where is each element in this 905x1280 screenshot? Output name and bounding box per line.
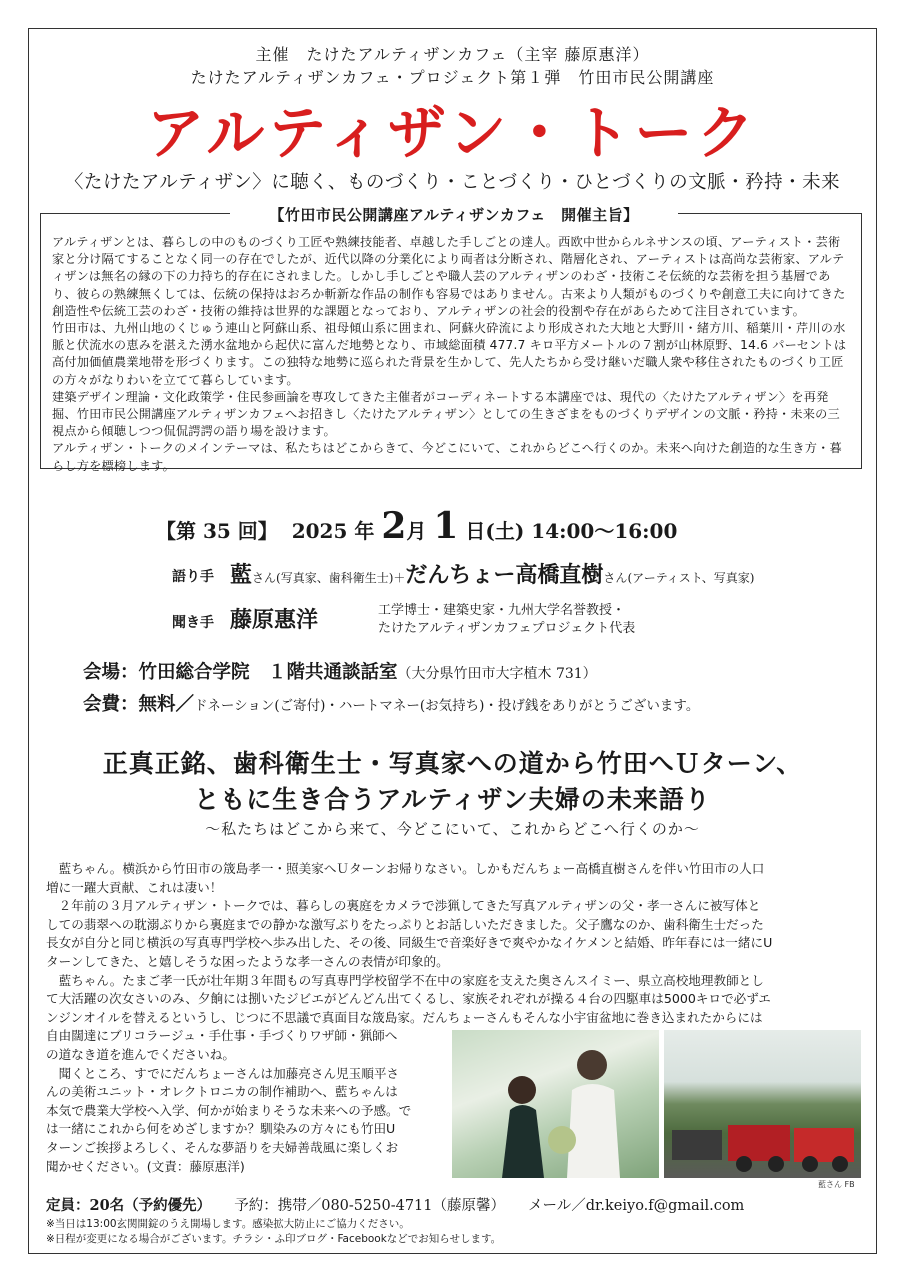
listener-role: 聞き手 — [172, 615, 214, 631]
speaker1-name: 藍 — [230, 562, 253, 588]
body-line: ンジンオイルを替えるというし、じつに不思議で真面目な筬島家。だんちょーさんもそんな小宇宙盆地に巻き込まれたからには — [46, 1009, 763, 1025]
body-line: 聞くところ、すでにだんちょーさんは加藤亮さん児玉順平さ — [58, 1065, 400, 1081]
speaker-role: 語り手 — [172, 569, 214, 585]
footer-contact — [46, 1194, 744, 1215]
body-line: て大活躍の次女さいのみ、夕餉には捌いたジビエがどんどん出てくるし、家族それぞれが操る４台の四駆車は5000キロで必ずエ — [46, 991, 771, 1007]
listener-desc-line2: たけたアルティザンカフェプロジェクト代表 — [378, 621, 636, 636]
speaker2-honor: さん — [603, 571, 628, 585]
couple-photo — [452, 1030, 659, 1178]
listener-desc-line1: 工学博士・建築史家・九州大学名誉教授・ — [378, 603, 626, 618]
article-headline-1: 正真正銘、歯科衛生士・写真家への道から竹田へＵターン、 — [102, 749, 803, 778]
speaker1-honor: さん — [252, 571, 277, 585]
email: メール／dr.keiyo.f@gmail.com — [528, 1198, 745, 1214]
reservation: 予約：携帯／080-5250-4711（藤原馨） — [234, 1198, 506, 1214]
photo-credit: 藍さん FB — [818, 1180, 855, 1189]
event-month-unit: 月 — [406, 519, 427, 543]
page-title: アルティザン・トーク — [146, 99, 759, 167]
event-date-line — [156, 505, 677, 547]
note-2: ※日程が変更になる場合がございます。チラシ・ふ印ブログ・Facebookなどでお知らせします。 — [46, 1233, 502, 1245]
article-tagline: 〜私たちはどこから来て、今どこにいて、これからどこへ行くのか〜 — [205, 820, 700, 838]
body-line: ターンご挨拶よろしく、そんな夢語りを夫婦善哉風に楽しくお — [46, 1139, 399, 1155]
body-line: しての翡翠への耽溺ぶりから裏庭までの静かな激写ぶりをたっぷりとお話しいただきました。父子鷹なのか、歯科衛生士だった — [46, 916, 764, 932]
fee-detail: ドネーション(ご寄付)・ハートマネー(お気持ち)・投げ銭をありがとうございます。 — [194, 698, 700, 714]
purpose-heading: 【竹田市民公開講座アルティザンカフェ 開催主旨】 — [230, 204, 678, 225]
listener-desc — [378, 602, 635, 638]
couple-photo-illustration — [452, 1030, 659, 1178]
fee-label: 会費：無料／ — [83, 694, 195, 715]
event-year: 2025 年 — [291, 519, 375, 543]
body-line: 藍ちゃん。たまご孝一氏が壮年期３年間もの写真専門学校留学不在中の家庭を支えた奥さんスイミー、県立高校地理教師とし — [58, 972, 764, 988]
purpose-paragraph: アルティザン・トークのメインテーマは、私たちはどこからきて、今どこにいて、これからどこへ行くのか。未来へ向けた創造的な生き方・暮らし方を標榜します。 — [52, 441, 842, 473]
event-time: 14:00〜16:00 — [531, 519, 678, 543]
purpose-paragraph: アルティザンとは、暮らしの中のものづくり工匠や熟練技能者、卓越した手しごとの達人。西欧中世からルネサンスの頃、アーティスト・芸術家と分け隔てすることなく同一の存在でしたが、近代以降の分業化により両者は分断され、階層化され、アーティストは高尚な芸術家、アルティザンは無名の縁の下の力持ち的存在にされました。しかし手しごとや職人芸のアルティザンのわざ・技術こそ伝統的な芸術を担う基層であり、彼らの熟練無くしては、伝統の保持はおろか斬新な作品の制作も容易ではありません。古来より人類がものづくりや創意工夫に向けてきた創造性や伝統工芸のわざ・技術の維持は世界的な課題となっており、アルティザンの社会的役割や存在があらためて注目されています。 — [52, 235, 846, 318]
host-line: 主催 たけたアルティザンカフェ（主宰 藤原惠洋） — [255, 45, 650, 64]
project-line: たけたアルティザンカフェ・プロジェクト第１弾 竹田市民公開講座 — [190, 68, 715, 87]
body-line: 藍ちゃん。横浜から竹田市の筬島孝一・照美家へＵターンお帰りなさい。しかもだんちょー高橋直樹さんを伴い竹田市の人口 — [58, 861, 765, 876]
venue-address: （大分県竹田市大字植木 731） — [397, 666, 597, 682]
body-line: ２年前の３月アルティザン・トークでは、暮らしの裏庭をカメラで渉猟してきた写真アルティザンの父・孝一さんに被写体と — [58, 898, 761, 914]
listener-name: 藤原惠洋 — [230, 607, 319, 633]
note-1: ※当日は13:00玄関開錠のうえ開場します。感染拡大防止にご協力ください。 — [46, 1218, 410, 1230]
body-line: 本気で農業大学校へ入学、何かが始まりそうな未来への予感。で — [46, 1102, 412, 1118]
body-line: の道なき道を進んでくださいね。 — [46, 1046, 235, 1062]
venue-label: 会場：竹田総合学院 １階共通談話室 — [83, 662, 398, 683]
venue — [83, 658, 597, 684]
purpose-paragraph: 建築デザイン理論・文化政策学・住民参画論を専攻してきた主催者がコーディネートする本講座では、現代の〈たけたアルティザン〉を再発掘、竹田市民公開講座アルティザンカフェへお招きし〈たけたアルティザン〉としての生きざまをものづくりデザインの文脈・矜持・未来の三視点から傾聴しつつ侃侃諤諤の語り場を設けます。 — [52, 389, 840, 439]
session-number: 【第 35 回】 — [156, 519, 278, 543]
body-line: ターンしてきた、と嬉しそうな困ったような孝一さんの表情が印象的。 — [46, 953, 449, 969]
event-weekday: (土) — [485, 519, 525, 543]
purpose-text — [52, 234, 852, 475]
purpose-paragraph: 竹田市は、九州山地のくじゅう連山と阿蘇山系、祖母傾山系に囲まれ、阿蘇火砕流により形成された大地と大野川・緒方川、稲葉川・芹川の水脈と伏流水の恵みを湛えた湧水盆地から起伏に富んだ地勢となり、市域総面積 477.7 キロ平方メートルの７割が山林原野、14.6 パーセントは高付加価値農業地帯を形づくります。この独特な地勢に巡られた背景を生かして、先人たちから受け継いだ職人衆や移住されたものづくり工匠の方々がなりわいを立てて暮らしています。 — [52, 321, 847, 387]
body-line: は一緒にこれから何をめざしますか？馴染みの方々にも竹田U — [46, 1121, 396, 1137]
body-line: 増に一躍大貢献、これは凄い！ — [46, 879, 223, 895]
speaker2-name: だんちょー高橋直樹 — [405, 562, 604, 588]
body-line: 自由闊達にブリコラージュ・手仕事・手づくりワザ師・猟師へ — [46, 1028, 398, 1044]
fee — [83, 690, 699, 716]
body-line: んの美術ユニット・オレクトロニカの制作補助へ、藍ちゃんは — [46, 1084, 398, 1100]
subtitle: 〈たけたアルティザン〉に聴く、ものづくり・ことづくり・ひとづくりの文脈・矜持・未来 — [64, 172, 841, 193]
event-day-unit: 日 — [465, 519, 486, 543]
speaker2-desc: (アーティスト、写真家) — [627, 571, 755, 585]
body-line: 聞かせください。(文責：藤原惠洋) — [46, 1158, 245, 1174]
body-line: 長女が自分と同じ横浜の写真専門学校へ歩み出した、その後、同級生で音楽好きで爽やかなイケメンと結婚、昨年春には一緒にU — [46, 935, 773, 951]
event-day: 1 — [433, 505, 459, 547]
speakers — [230, 558, 754, 589]
capacity: 定員：20名（予約優先） — [46, 1197, 212, 1214]
speaker1-desc: (写真家、歯科衛生士)＋ — [276, 571, 406, 585]
jeeps-photo-illustration — [664, 1030, 861, 1178]
article-headline-2: ともに生き合うアルティザン夫婦の未来語り — [194, 785, 711, 814]
event-month: 2 — [381, 505, 407, 547]
jeeps-photo — [664, 1030, 861, 1178]
